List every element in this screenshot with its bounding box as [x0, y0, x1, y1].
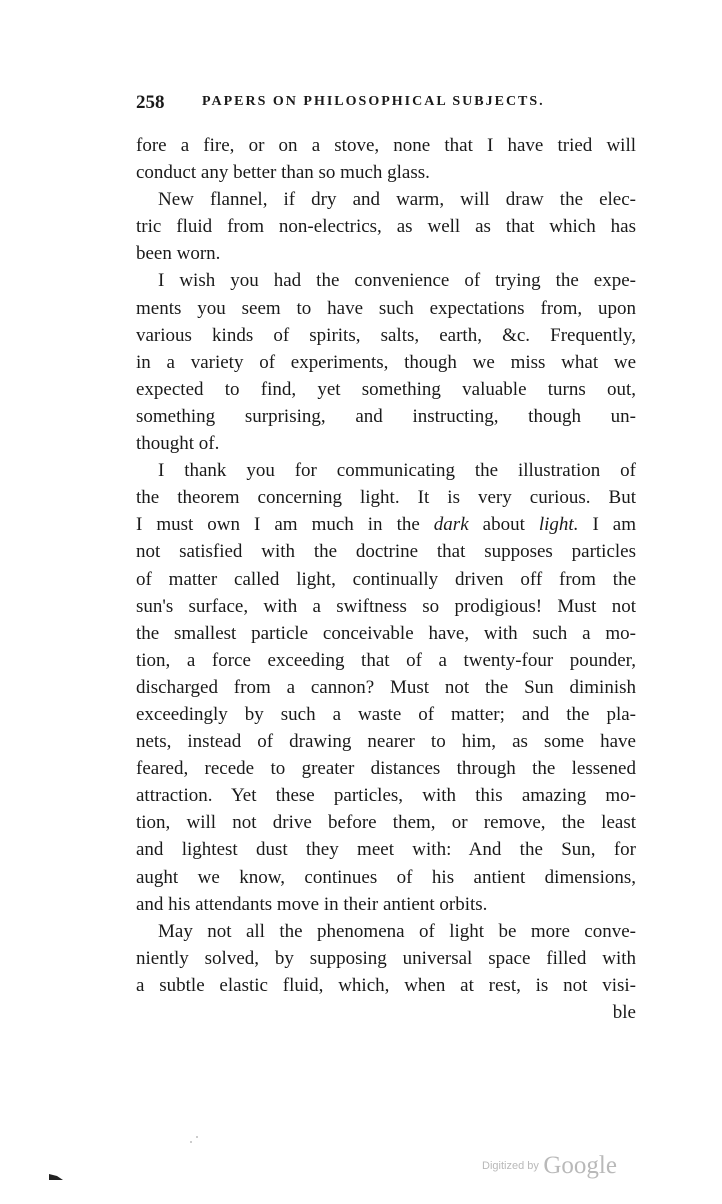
- text-line: a subtle elastic fluid, which, when at rest, is not visi-: [136, 974, 636, 996]
- text-line: attraction. Yet these particles, with this amazing mo-: [136, 785, 636, 807]
- text-line: of matter called light, continually driven off from the: [136, 568, 636, 590]
- text-line: fore a fire, or on a stove, none that I have tried will: [136, 135, 636, 156]
- page-number: 258: [136, 92, 165, 113]
- italic-word: light.: [538, 514, 579, 536]
- paper-speck: [190, 1141, 192, 1143]
- text-line: discharged from a cannon? Must not the Sun diminish: [136, 676, 636, 698]
- italic-word: dark: [433, 514, 469, 536]
- text-line: I thank you for communicating the illustration of: [158, 460, 636, 482]
- text-line: aught we know, continues of his antient dimensions,: [136, 866, 636, 888]
- text-line: ments you seem to have such expectations from, upon: [136, 297, 636, 319]
- text-line: ble: [612, 1002, 636, 1023]
- text-line: and his attendants move in their antient orbits.: [136, 893, 488, 915]
- text-line: [136, 511, 636, 538]
- text-line: expected to find, yet something valuable turns out,: [136, 378, 636, 400]
- text-line: exceedingly by such a waste of matter; and the pla-: [136, 703, 636, 725]
- margin-mark-icon: [48, 1168, 64, 1176]
- text-line: nets, instead of drawing nearer to him, as some have: [136, 731, 636, 753]
- text-line: tion, a force exceeding that of a twenty-four pounder,: [136, 649, 636, 671]
- text-line: niently solved, by supposing universal space filled with: [136, 947, 636, 969]
- paper-speck: [196, 1136, 198, 1138]
- watermark-brand: Google: [543, 1152, 617, 1179]
- digitized-watermark: [482, 1152, 617, 1180]
- text-line: feared, recede to greater distances through the lessened: [136, 758, 636, 780]
- text-fragment: I must own I am much in the: [136, 514, 434, 536]
- text-line: tion, will not drive before them, or remove, the least: [136, 812, 636, 834]
- text-line: and lightest dust they meet with: And the Sun, for: [136, 839, 636, 861]
- text-fragment: I am: [578, 514, 637, 536]
- text-fragment: about: [468, 514, 539, 536]
- page-header: [136, 92, 636, 114]
- body-text: [136, 132, 636, 1026]
- text-line: I wish you had the convenience of trying the expe-: [158, 270, 636, 292]
- running-head: PAPERS ON PHILOSOPHICAL SUBJECTS.: [202, 94, 545, 109]
- text-line: sun's surface, with a swiftness so prodigious! Must not: [136, 595, 636, 617]
- text-line: something surprising, and instructing, though un-: [136, 405, 636, 427]
- text-line: the smallest particle conceivable have, with such a mo-: [136, 622, 636, 644]
- text-line: various kinds of spirits, salts, earth, &c. Frequently,: [136, 324, 636, 346]
- text-line: conduct any better than so much glass.: [136, 162, 430, 184]
- text-line: New flannel, if dry and warm, will draw the elec-: [158, 189, 636, 211]
- watermark-prefix: Digitized by: [482, 1160, 539, 1172]
- text-line: the theorem concerning light. It is very curious. But: [136, 487, 636, 509]
- text-line: thought of.: [136, 433, 220, 455]
- text-line: tric fluid from non-electrics, as well as that which has: [136, 216, 636, 238]
- text-line: been worn.: [136, 243, 221, 265]
- text-line: in a variety of experiments, though we miss what we: [136, 351, 636, 373]
- text-line: May not all the phenomena of light be more conve-: [158, 920, 636, 942]
- text-line: not satisfied with the doctrine that supposes particles: [136, 541, 636, 563]
